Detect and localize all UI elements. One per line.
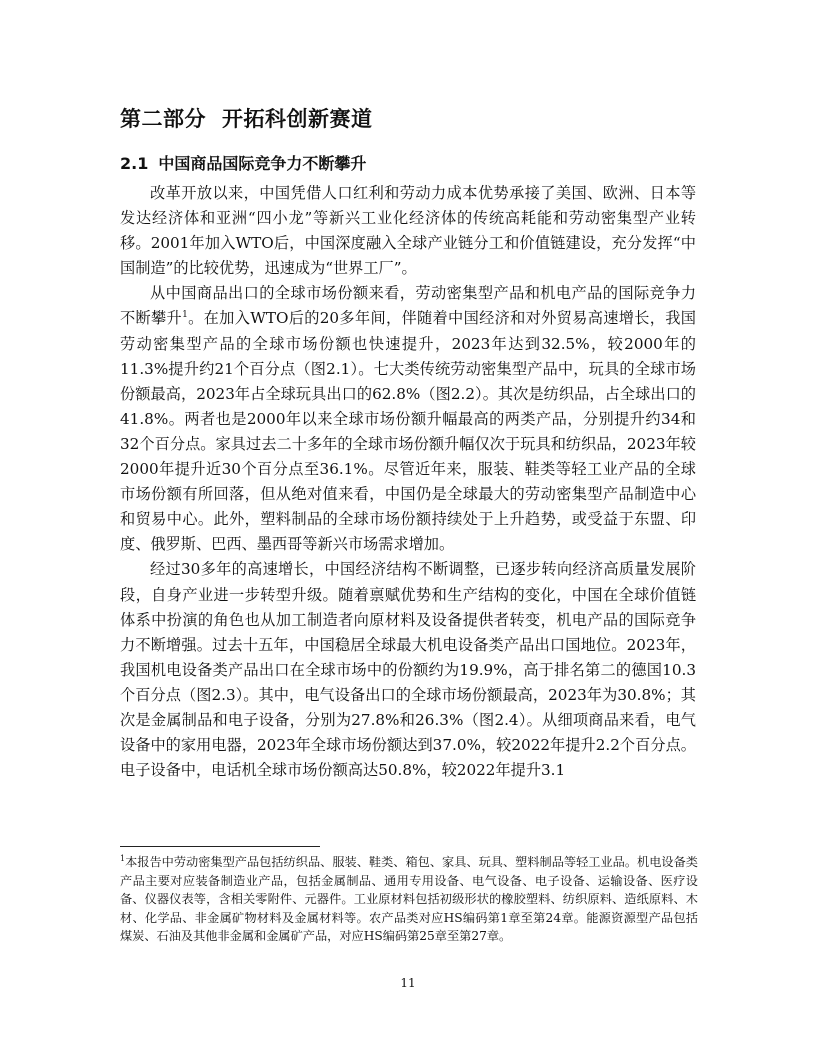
body-text [120,181,696,783]
section-title: 中国商品国际竞争力不断攀升 [158,154,367,173]
part-heading [120,103,373,133]
paragraph-3: 经过30多年的高速增长，中国经济结构不断调整，已逐步转向经济高质量发展阶段，自身产业进一步转型升级。随着禀赋优势和生产结构的变化，中国在全球价值链体系中扮演的角色也从加工制造者向原材料及设备提供者转变，机电产品的国际竞争力不断增强。过去十五年，中国稳居全球最大机电设备类产品出口国地位。2023年，我国机电设备类产品出口在全球市场中的份额约为19.9%，高于排名第二的德国10.3个百分点（图2.3）。其中，电气设备出口的全球市场份额最高，2023年为30.8%；其次是金属制品和电子设备，分别为27.8%和26.3%（图2.4）。从细项商品来看，电气设备中的家用电器，2023年全球市场份额达到37.0%，较2022年提升2.2个百分点。电子设备中，电话机全球市场份额高达50.8%，较2022年提升3.1 [120,560,696,780]
footnote-divider [120,846,320,847]
footnote [120,853,698,946]
paragraph-2-part-a: 从中国商品出口的全球市场份额来看，劳动密集型产品和机电产品的国际竞争力不断攀升 [120,284,696,328]
footnote-reference[interactable]: 1 [182,310,188,321]
paragraph-2-part-b: 。在加入WTO后的20多年间，伴随着中国经济和对外贸易高速增长，我国劳动密集型产品的全球市场份额也快速提升，2023年达到32.5%，较2000年的11.3%提升约21个百分点（图2.1）。七大类传统劳动密集型产品中，玩具的全球市场份额最高，2023年占全球玩具出口的62.8%（图2.2）。其次是纺织品，占全球出口的41.8%。两者也是2000年以来全球市场份额升幅最高的两类产品，分别提升约34和32个百分点。家具过去二十多年的全球市场份额升幅仅次于玩具和纺织品，2023年较2000年提升近30个百分点至36.1%。尽管近年来，服装、鞋类等轻工业产品的全球市场份额有所回落，但从绝对值来看，中国仍是全球最大的劳动密集型产品制造中心和贸易中心。此外，塑料制品的全球市场份额持续处于上升趋势，或受益于东盟、印度、俄罗斯、巴西、墨西哥等新兴市场需求增加。 [120,309,696,554]
part-label: 第二部分 [120,107,206,131]
footnote-mark: 1 [120,853,126,863]
section-heading [120,151,366,174]
paragraph-1: 改革开放以来，中国凭借人口红利和劳动力成本优势承接了美国、欧洲、日本等发达经济体和亚洲“四小龙”等新兴工业化经济体的传统高耗能和劳动密集型产业转移。2001年加入WTO后，中国深度融入全球产业链分工和价值链建设，充分发挥“中国制造”的比较优势，迅速成为“世界工厂”。 [120,184,696,278]
section-number: 2.1 [120,154,149,173]
footnote-text: 本报告中劳动密集型产品包括纺织品、服装、鞋类、箱包、家具、玩具、塑料制品等轻工业品。机电设备类产品主要对应装备制造业产品，包括金属制品、通用专用设备、电气设备、电子设备、运输设备、医疗设备、仪器仪表等，含相关零附件、元器件。工业原材料包括初级形状的橡胶塑料、纺织原料、造纸原料、木材、化学品、非金属矿物材料及金属材料等。农产品类对应HS编码第1章至第24章。能源资源型产品包括煤炭、石油及其他非金属和金属矿产品，对应HS编码第25章至第27章。 [120,855,698,944]
page-number: 11 [400,976,416,990]
paragraph-2 [120,281,696,557]
part-title: 开拓科创新赛道 [222,107,373,131]
